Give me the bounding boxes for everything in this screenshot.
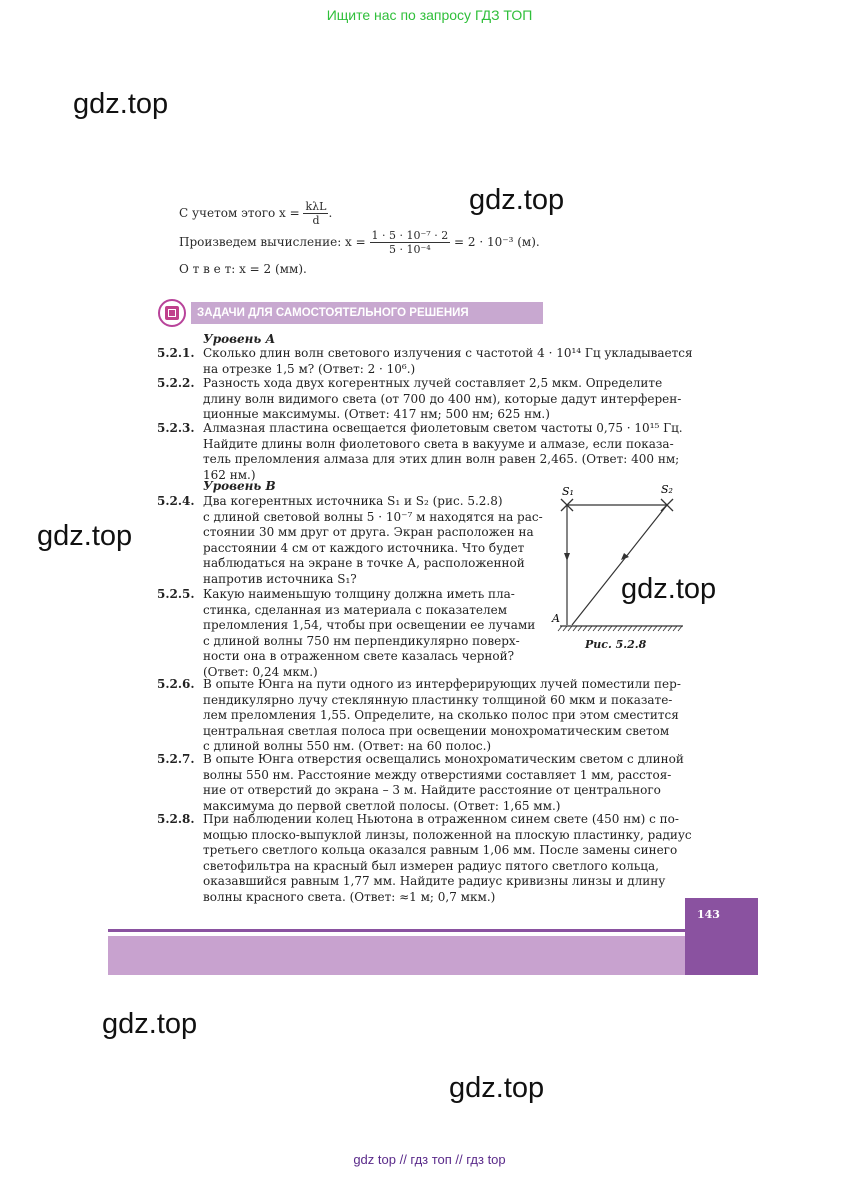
problem-text-line: с длиной волны 750 нм перпендикулярно поверх- (203, 633, 520, 648)
problem-text-line: Какую наименьшую толщину должна иметь пла- (203, 587, 515, 601)
figure-5-2-8 (550, 480, 690, 650)
problem-text-line: наблюдаться на экране в точке А, расположенной (203, 556, 525, 571)
problem-text-line: максимума до первой светлой полосы. (Ответ: 1,65 мм.) (203, 798, 561, 813)
problem-text-line: В опыте Юнга на пути одного из интерферирующих лучей поместили пер- (203, 677, 681, 691)
fraction (303, 200, 328, 227)
problem-text-line: напротив источника S₁? (203, 572, 357, 586)
problem-text-line: светофильтра на красный был измерен радиус пятого светлого кольца, (203, 858, 659, 873)
problem-text-line: 162 нм.) (203, 467, 256, 482)
problem-text-line: с длиной световой волны 5 · 10⁻⁷ м находятся на рас- (203, 509, 543, 524)
ground-hatch (623, 626, 627, 631)
watermark: gdz.top (449, 1072, 545, 1104)
watermark: gdz.top (621, 573, 717, 605)
ground-hatch (678, 626, 682, 631)
problem-text-line: ности она в отраженном свете казалась черной? (203, 649, 515, 664)
level-b-heading: Уровень В (203, 479, 276, 493)
numerator: kλL (305, 200, 327, 213)
problem-text-line: с длиной волны 550 нм. (Ответ: на 60 полос.) (203, 739, 492, 754)
solution-line-2 (179, 229, 540, 256)
denominator: 5 · 10⁻⁴ (389, 243, 431, 256)
ground-hatch (663, 626, 667, 631)
problem-text-line: третьего светлого кольца оказался равным 1,06 мм. После замены синего (203, 843, 678, 858)
ground-hatch (618, 626, 622, 631)
formula-prefix: Произведем вычисление: x = (179, 235, 366, 249)
problem-text-line: При наблюдении колец Ньютона в отраженном синем свете (450 нм) с по- (203, 812, 679, 826)
ground-hatch (588, 626, 592, 631)
ground-hatch (648, 626, 652, 631)
page-number-block (685, 898, 758, 975)
problem-text-line: ние от отверстий до экрана – 3 м. Найдите расстояние от центрального (203, 783, 661, 798)
problem-text-line: Сколько длин волн светового излучения с частотой 4 · 10¹⁴ Гц укладывается (203, 346, 693, 360)
problem-number: 5.2.5. (157, 587, 195, 601)
solution-answer: О т в е т: x = 2 (мм). (179, 262, 307, 276)
solution-line-1: С учетом этого x = $\frac{\text{kλL}}{d}$ . (179, 200, 333, 227)
ground-hatch (578, 626, 582, 631)
page-number: 143 (697, 908, 720, 921)
problem-text-line: тель преломления алмаза для этих длин волн равен 2,465. (Ответ: 400 нм; (203, 452, 680, 467)
problem-text-line: волны красного света. (Ответ: ≈1 м; 0,7 мкм.) (203, 890, 496, 904)
decor-band (108, 936, 685, 975)
problem-text-line: стоянии 30 мм друг от друга. Экран расположен на (203, 525, 534, 540)
numerator: 1 · 5 · 10⁻⁷ · 2 (371, 229, 449, 242)
problem-text-line: Два когерентных источника S₁ и S₂ (рис. 5.2.8) (203, 494, 503, 508)
problem-number: 5.2.7. (157, 752, 195, 766)
ground-hatch (608, 626, 612, 631)
ground-hatch (633, 626, 637, 631)
figure-caption: Рис. 5.2.8 (585, 638, 647, 651)
problem-text-line: Алмазная пластина освещается фиолетовым светом частоты 0,75 · 10¹⁵ Гц. (203, 421, 683, 435)
ground-hatch (638, 626, 642, 631)
ground-hatch (628, 626, 632, 631)
formula-prefix: С учетом этого x = (179, 206, 300, 220)
ground-hatch (583, 626, 587, 631)
book-icon (158, 299, 186, 327)
problem-text-line: пендикулярно лучу стеклянную пластинку толщиной 60 мкм и показате- (203, 692, 673, 707)
section-title: ЗАДАЧИ ДЛЯ САМОСТОЯТЕЛЬНОГО РЕШЕНИЯ (191, 302, 543, 324)
problem-text-line: волны 550 нм. Расстояние между отверстиями составляет 1 мм, расстоя- (203, 767, 672, 782)
watermark: gdz.top (469, 184, 565, 216)
problem-text-line: мощью плоско-выпуклой линзы, положенной на плоскую пластинку, радиус (203, 827, 692, 842)
ground-hatch (673, 626, 677, 631)
ground-hatch (668, 626, 672, 631)
problem-number: 5.2.2. (157, 376, 195, 390)
problem-number: 5.2.1. (157, 346, 195, 360)
ground-hatch (603, 626, 607, 631)
problem-text-line: стинка, сделанная из материала с показателем (203, 602, 508, 617)
level-a-heading: Уровень А (203, 332, 276, 346)
ground-hatch (593, 626, 597, 631)
label-s2: S₂ (661, 483, 673, 496)
ground-hatch (563, 626, 567, 631)
ground-hatch (598, 626, 602, 631)
label-s1: S₁ (562, 485, 574, 498)
top-link[interactable]: Ищите нас по запросу ГДЗ ТОП (326, 7, 533, 23)
problem-text-line: преломления 1,54, чтобы при освещении ее лучами (203, 618, 536, 633)
problem-text-line: (Ответ: 0,24 мкм.) (203, 665, 318, 679)
problem-number: 5.2.3. (157, 421, 195, 435)
ground-hatch (643, 626, 647, 631)
ground-hatch (558, 626, 562, 631)
problem-text-line: расстоянии 4 см от каждого источника. Что будет (203, 540, 525, 555)
ground-hatch (658, 626, 662, 631)
problem-number: 5.2.4. (157, 494, 195, 508)
problem-text-line: оказавшийся равным 1,77 мм. Найдите радиус кривизны линзы и длину (203, 874, 666, 889)
problem-text-line: Найдите длины волн фиолетового света в вакууме и алмазе, если показа- (203, 436, 674, 451)
watermark: gdz.top (37, 520, 133, 552)
problem-text-line: ционные максимумы. (Ответ: 417 нм; 500 нм; 625 нм.) (203, 407, 550, 422)
denominator: d (312, 214, 320, 227)
problem-text-line: длину волн видимого света (от 700 до 400 нм), которые дадут интерферен- (203, 391, 682, 406)
problem-number: 5.2.8. (157, 812, 195, 826)
ground-hatch (568, 626, 572, 631)
formula-suffix: = 2 · 10⁻³ (м). (454, 235, 540, 249)
footer-links[interactable]: gdz top // гдз топ // гдз top (353, 1152, 506, 1167)
watermark: gdz.top (102, 1008, 198, 1040)
problem-text-line: Разность хода двух когерентных лучей составляет 2,5 мкм. Определите (203, 376, 663, 390)
ground-hatch (613, 626, 617, 631)
label-a: A (552, 612, 560, 625)
problem-number: 5.2.6. (157, 677, 195, 691)
problem-text-line: В опыте Юнга отверстия освещались монохроматическим светом с длиной (203, 752, 684, 766)
watermark: gdz.top (73, 88, 169, 120)
problem-text-line: лем преломления 1,55. Определите, на сколько полос при этом сместится (203, 708, 679, 723)
problem-text-line: центральная светлая полоса при освещении монохроматическим светом (203, 723, 670, 738)
problem-text-line: на отрезке 1,5 м? (Ответ: 2 · 10⁶.) (203, 361, 416, 376)
ground-hatch (573, 626, 577, 631)
decor-stripe (108, 929, 685, 932)
ground-hatch (653, 626, 657, 631)
fraction (370, 229, 451, 256)
